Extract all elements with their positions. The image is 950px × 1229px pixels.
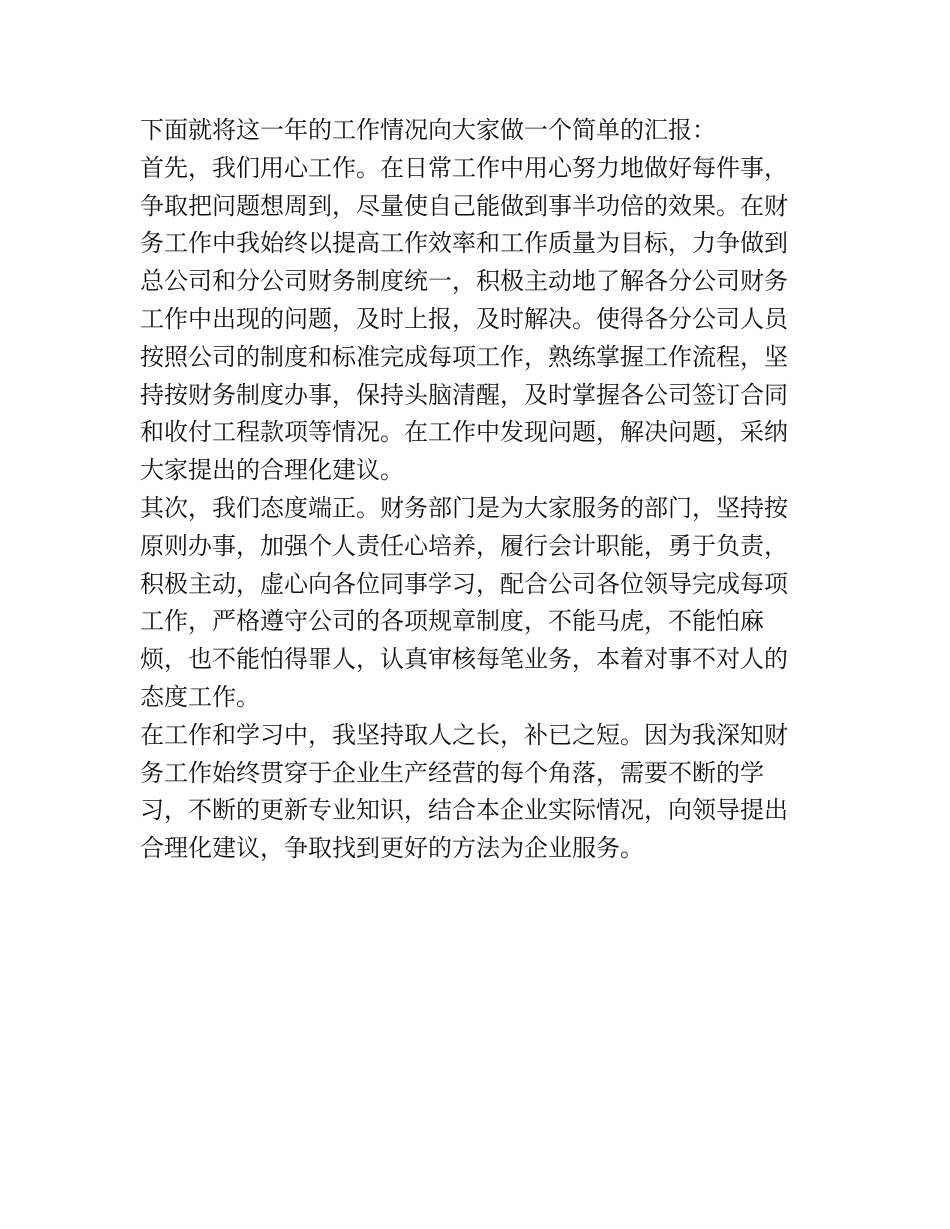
- text-line: 合理化建议，争取找到更好的方法为企业服务。: [140, 834, 644, 863]
- text-line: 持按财务制度办事，保持头脑清醒，及时掌握各公司签订合同: [140, 380, 788, 409]
- text-line: 习，不断的更新专业知识，结合本企业实际情况，向领导提出: [140, 796, 788, 825]
- text-line: 其次，我们态度端正。财务部门是为大家服务的部门，坚持按: [140, 493, 788, 522]
- text-line: 在工作和学习中，我坚持取人之长，补已之短。因为我深知财: [140, 720, 788, 749]
- text-line: 原则办事，加强个人责任心培养，履行会计职能，勇于负责，: [140, 531, 788, 560]
- text-line: 总公司和分公司财务制度统一，积极主动地了解各分公司财务: [140, 267, 788, 296]
- text-line: 首先，我们用心工作。在日常工作中用心努力地做好每件事，: [140, 153, 788, 182]
- text-line: 和收付工程款项等情况。在工作中发现问题，解决问题，采纳: [140, 418, 788, 447]
- document-body: [140, 112, 820, 868]
- text-line: 争取把问题想周到，尽量使自己能做到事半功倍的效果。在财: [140, 191, 788, 220]
- text-line: 按照公司的制度和标准完成每项工作，熟练掌握工作流程，坚: [140, 342, 788, 371]
- text-line: 烦，也不能怕得罪人，认真审核每笔业务，本着对事不对人的: [140, 645, 788, 674]
- text-line-intro: 下面就将这一年的工作情况向大家做一个简单的汇报：: [140, 116, 716, 144]
- text-line: 积极主动，虚心向各位同事学习，配合公司各位领导完成每项: [140, 569, 788, 598]
- text-line: 务工作始终贯穿于企业生产经营的每个角落，需要不断的学: [140, 758, 764, 787]
- text-line: 大家提出的合理化建议。: [140, 456, 404, 485]
- text-line: 工作中出现的问题，及时上报，及时解决。使得各分公司人员: [140, 304, 788, 333]
- text-line: 工作，严格遵守公司的各项规章制度，不能马虎，不能怕麻: [140, 607, 764, 636]
- text-line: 务工作中我始终以提高工作效率和工作质量为目标，力争做到: [140, 229, 788, 258]
- text-line: 态度工作。: [140, 682, 260, 711]
